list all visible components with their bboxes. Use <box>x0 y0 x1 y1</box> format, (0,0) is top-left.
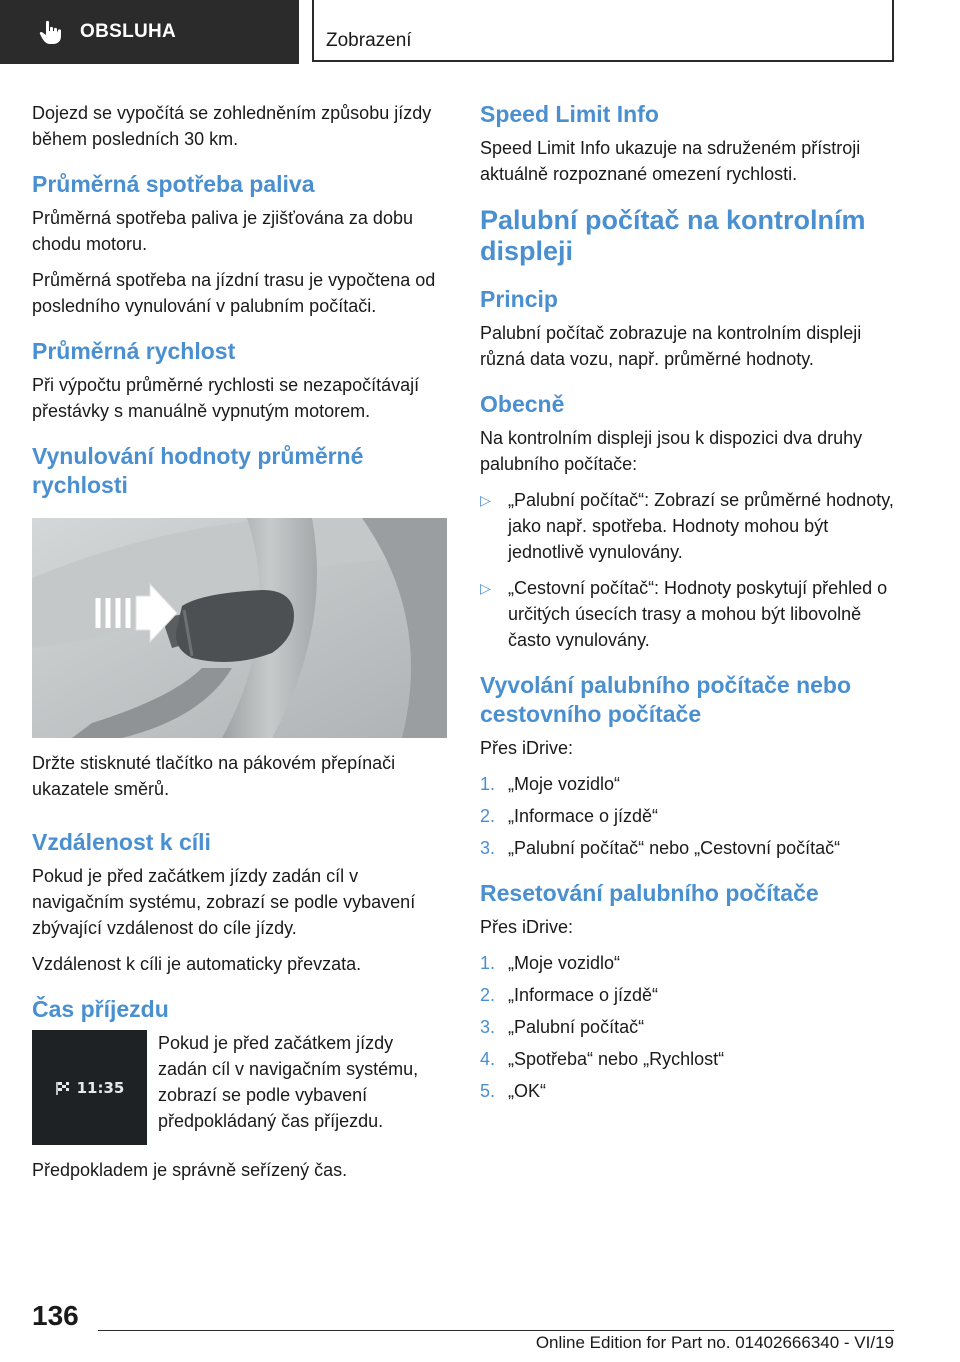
section-label: OBSLUHA <box>80 21 177 42</box>
hand-pointer-icon <box>38 19 64 45</box>
arrival-time-block <box>32 1030 447 1145</box>
general-text: Na kontrolním displeji jsou k dispozici dva druhy palubního počítače: <box>480 428 863 474</box>
edition-info: Online Edition for Part no. 01402666340 - VI/19 <box>535 1333 894 1352</box>
heading-average-fuel: Průměrná spotřeba paliva <box>32 171 315 197</box>
distance-text-2: Vzdálenost k cíli je automaticky převzata. <box>32 954 362 974</box>
arrival-time-display <box>32 1030 147 1145</box>
list-item: 4. „Spotřeba“ nebo „Rychlost“ <box>480 1049 725 1069</box>
reset-computer-intro: Přes iDrive: <box>480 917 574 937</box>
heading-open-computer: Vyvolání palubního počítače nebo cestovního počítače <box>480 672 852 727</box>
list-item <box>480 487 900 565</box>
list-item: 3. „Palubní počítač“ <box>480 1017 645 1037</box>
speed-limit-text: Speed Limit Info ukazuje na sdruženém přístroji aktuálně rozpoznané omezení rychlosti. <box>480 138 861 184</box>
footer-divider <box>98 1330 894 1331</box>
list-item: 1. „Moje vozidlo“ <box>480 774 621 794</box>
triangle-bullet-icon: ▷ <box>480 492 491 508</box>
principle-text: Palubní počítač zobrazuje na kontrolním displeji různá data vozu, např. průměrné hodnoty. <box>480 323 862 369</box>
list-item: 2. „Informace o jízdě“ <box>480 985 659 1005</box>
heading-average-speed: Průměrná rychlost <box>32 338 236 364</box>
reset-speed-text: Držte stisknuté tlačítko na pákovém přepínači ukazatele směrů. <box>32 753 396 799</box>
heading-reset-computer: Resetování palubního počítače <box>480 880 819 906</box>
speed-text: Při výpočtu průměrné rychlosti se nezapočítávají přestávky s manuálně vypnutým motorem. <box>32 375 420 421</box>
list-item: 1. „Moje vozidlo“ <box>480 953 621 973</box>
triangle-bullet-icon: ▷ <box>480 580 491 596</box>
intro-text: Dojezd se vypočítá se zohledněním způsobu jízdy během posledních 30 km. <box>32 103 432 149</box>
heading-general: Obecně <box>480 391 565 417</box>
list-item <box>480 575 900 653</box>
header-section-tab <box>0 0 299 64</box>
list-item: 3. „Palubní počítač“ nebo „Cestovní počítač“ <box>480 838 841 858</box>
open-computer-intro: Přes iDrive: <box>480 738 574 758</box>
page-number: 136 <box>32 1300 79 1331</box>
heading-speed-limit-info: Speed Limit Info <box>480 101 659 127</box>
distance-text-1: Pokud je před začátkem jízdy zadán cíl v navigačním systému, zobrazí se podle vybavení zbývající vzdálenost do cíle jízdy. <box>32 866 416 938</box>
arrival-time-note: Předpokladem je správně seřízený čas. <box>32 1160 348 1180</box>
list-item: 5. „OK“ <box>480 1081 546 1101</box>
heading-distance: Vzdálenost k cíli <box>32 829 211 855</box>
turn-signal-stalk-image <box>32 518 447 738</box>
heading-onboard-computer: Palubní počítač na kontrolním displeji <box>480 205 866 266</box>
right-column <box>480 100 900 1110</box>
heading-reset-speed: Vynulování hodnoty průměrné rychlosti <box>32 443 364 498</box>
bullet-text: „Palubní počítač“: Zobrazí se průměrné hodnoty, jako např. spotřeba. Hodnoty mohou být jednotlivě vynulovány. <box>508 490 894 562</box>
left-column <box>32 100 447 1193</box>
checkered-flag-icon <box>55 1080 71 1096</box>
arrival-time-text: Pokud je před začátkem jízdy zadán cíl v navigačním systému, zobrazí se podle vybavení předpokládaný čas příjezdu. <box>158 1033 419 1131</box>
bullet-text: „Cestovní počítač“: Hodnoty poskytují přehled o určitých úsecích trasy a mohou být libovolně často vynulovány. <box>508 578 888 650</box>
arrival-time-value: 11:35 <box>76 1078 125 1097</box>
chapter-title: Zobrazení <box>326 30 412 51</box>
heading-arrival-time: Čas příjezdu <box>32 996 169 1022</box>
fuel-text-2: Průměrná spotřeba na jízdní trasu je vypočtena od posledního vynulování v palubním počítači. <box>32 270 436 316</box>
heading-principle: Princip <box>480 286 558 312</box>
fuel-text-1: Průměrná spotřeba paliva je zjišťována za dobu chodu motoru. <box>32 208 413 254</box>
chapter-header <box>312 0 894 62</box>
list-item: 2. „Informace o jízdě“ <box>480 806 659 826</box>
